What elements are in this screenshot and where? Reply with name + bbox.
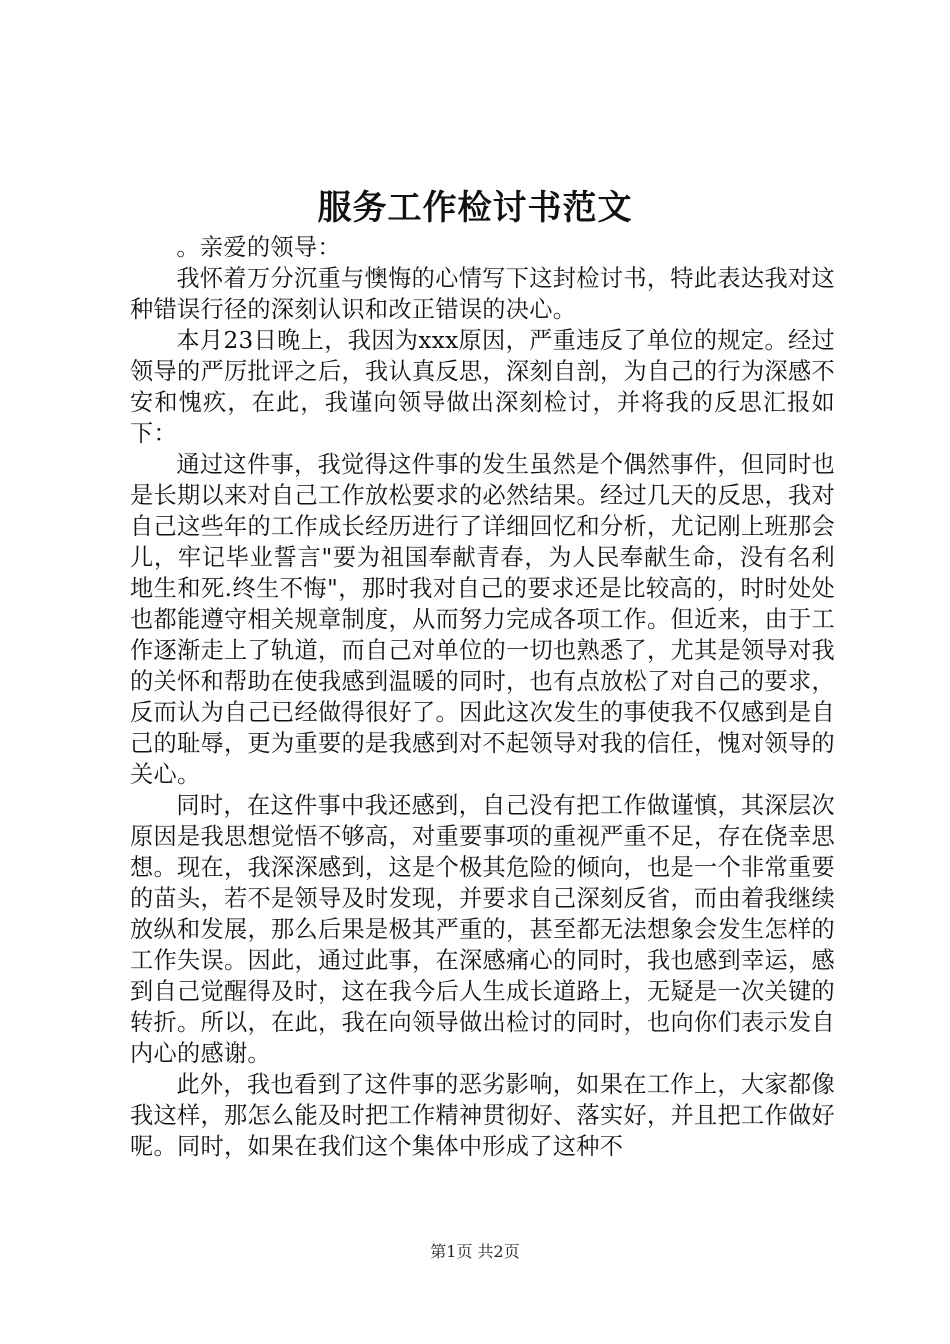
salutation: 。亲爱的领导： [176, 234, 341, 261]
paragraph: 此外，我也看到了这件事的恶劣影响，如果在工作上，大家都像我这样，那怎么能及时把工作精神贯彻好、落实好，并且把工作做好呢。同时，如果在我们这个集体中形成了这种不 [130, 1071, 835, 1160]
paragraph: 通过这件事，我觉得这件事的发生虽然是个偶然事件，但同时也是长期以来对自己工作放松要求的必然结果。经过几天的反思，我对自己这些年的工作成长经历进行了详细回忆和分析，尤记刚上班那会儿，牢记毕业誓言"要为祖国奉献青春，为人民奉献生命，没有名利地生和死.终生不悔"，那时我对自己的要求还是比较高的，时时处处也都能遵守相关规章制度，从而努力完成各项工作。但近来，由于工作逐渐走上了轨道，而自己对单位的一切也熟悉了，尤其是领导对我的关怀和帮助在使我感到温暖的同时，也有点放松了对自己的要求，反而认为自己已经做得很好了。因此这次发生的事使我不仅感到是自己的耻辱，更为重要的是我感到对不起领导对我的信任，愧对领导的关心。 [130, 451, 835, 788]
document-title: 服务工作检讨书范文 [317, 188, 633, 228]
paragraph: 同时，在这件事中我还感到，自己没有把工作做谨慎，其深层次原因是我思想觉悟不够高，对重要事项的重视严重不足，存在侥幸思想。现在，我深深感到，这是个极其危险的倾向，也是一个非常重要的苗头，若不是领导及时发现，并要求自己深刻反省，而由着我继续放纵和发展，那么后果是极其严重的，甚至都无法想象会发生怎样的工作失误。因此，通过此事，在深感痛心的同时，我也感到幸运，感到自己觉醒得及时，这在我今后人生成长道路上，无疑是一次关键的转折。所以，在此，我在向领导做出检讨的同时，也向你们表示发自内心的感谢。 [130, 792, 835, 1067]
page-number-footer: 第1页 共2页 [430, 1242, 520, 1261]
paragraph: 本月23日晚上，我因为xxx原因，严重违反了单位的规定。经过领导的严厉批评之后，我认真反思，深刻自剖，为自己的行为深感不安和愧疚，在此，我谨向领导做出深刻检讨，并将我的反思汇报如下： [130, 327, 835, 447]
document-body [130, 232, 835, 1162]
paragraph: 我怀着万分沉重与懊悔的心情写下这封检讨书，特此表达我对这种错误行径的深刻认识和改正错误的决心。 [130, 265, 835, 323]
